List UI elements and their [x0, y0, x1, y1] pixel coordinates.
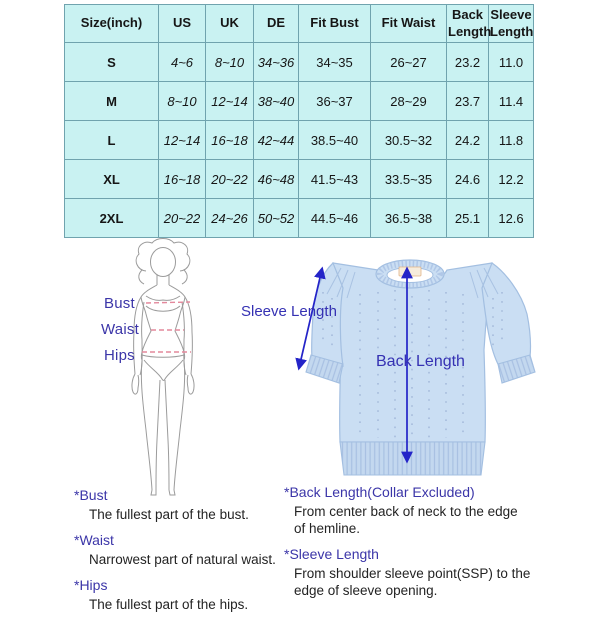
- brand-tag: [399, 267, 421, 276]
- cell-uk: 12~14: [206, 82, 254, 121]
- table-row-l: [65, 121, 534, 160]
- definition-term: *Back Length(Collar Excluded): [284, 484, 475, 500]
- table-row-2xl: [65, 199, 534, 238]
- cell-sleeve: 11.0: [489, 43, 534, 82]
- cell-uk: 16~18: [206, 121, 254, 160]
- definition-hips: [74, 577, 289, 613]
- cell-de: 46~48: [254, 160, 299, 199]
- body-measurement-figure: [98, 240, 228, 496]
- cell-uk: 8~10: [206, 43, 254, 82]
- cell-back: 24.6: [447, 160, 489, 199]
- cell-size: XL: [65, 160, 159, 199]
- cell-bust: 44.5~46: [299, 199, 371, 238]
- cell-sleeve: 11.4: [489, 82, 534, 121]
- cell-uk: 20~22: [206, 160, 254, 199]
- cell-size: 2XL: [65, 199, 159, 238]
- cell-bust: 38.5~40: [299, 121, 371, 160]
- definitions-right: [284, 484, 532, 608]
- cell-sleeve: 12.6: [489, 199, 534, 238]
- bust-label: Bust: [104, 295, 135, 312]
- cell-us: 8~10: [159, 82, 206, 121]
- col-header-sleeve-length: Sleeve Length: [489, 5, 534, 43]
- cell-back: 23.2: [447, 43, 489, 82]
- cell-back: 24.2: [447, 121, 489, 160]
- definition-term: *Sleeve Length: [284, 546, 379, 562]
- col-header-uk: UK: [206, 5, 254, 43]
- cell-sleeve: 11.8: [489, 121, 534, 160]
- table-row-xl: [65, 160, 534, 199]
- cell-us: 16~18: [159, 160, 206, 199]
- col-header-us: US: [159, 5, 206, 43]
- cell-bust: 36~37: [299, 82, 371, 121]
- cell-size: L: [65, 121, 159, 160]
- col-header-de: DE: [254, 5, 299, 43]
- size-table-header-row: [65, 5, 534, 43]
- waist-label: Waist: [101, 321, 139, 338]
- definition-bust: [74, 487, 289, 523]
- cell-size: S: [65, 43, 159, 82]
- definition-term: *Bust: [74, 487, 108, 503]
- cell-uk: 24~26: [206, 199, 254, 238]
- cell-de: 42~44: [254, 121, 299, 160]
- cell-back: 25.1: [447, 199, 489, 238]
- cell-sleeve: 12.2: [489, 160, 534, 199]
- cell-bust: 41.5~43: [299, 160, 371, 199]
- cell-de: 38~40: [254, 82, 299, 121]
- col-header-back-length: Back Length: [447, 5, 489, 43]
- cell-bust: 34~35: [299, 43, 371, 82]
- cell-us: 12~14: [159, 121, 206, 160]
- back-length-label: Back Length: [376, 353, 465, 370]
- col-header-size: Size(inch): [65, 5, 159, 43]
- figure-outline: [132, 239, 194, 496]
- cell-de: 50~52: [254, 199, 299, 238]
- cell-back: 23.7: [447, 82, 489, 121]
- cell-de: 34~36: [254, 43, 299, 82]
- hips-label: Hips: [104, 347, 135, 364]
- definitions-left: [74, 487, 289, 622]
- table-row-s: [65, 43, 534, 82]
- definition-desc: Narrowest part of natural waist.: [89, 552, 276, 567]
- table-row-m: [65, 82, 534, 121]
- definition-desc: The fullest part of the bust.: [89, 507, 249, 522]
- cell-waist: 26~27: [371, 43, 447, 82]
- cell-waist: 36.5~38: [371, 199, 447, 238]
- cell-us: 20~22: [159, 199, 206, 238]
- cell-us: 4~6: [159, 43, 206, 82]
- cell-size: M: [65, 82, 159, 121]
- definition-waist: [74, 532, 289, 568]
- definition-back-length: [284, 484, 532, 537]
- definition-term: *Hips: [74, 577, 108, 593]
- hem-band: [340, 442, 485, 475]
- definition-term: *Waist: [74, 532, 114, 548]
- size-table: [64, 4, 534, 238]
- definition-desc: From center back of neck to the edge of hemline.: [294, 504, 518, 536]
- cell-waist: 30.5~32: [371, 121, 447, 160]
- definition-desc: From shoulder sleeve point(SSP) to the edge of sleeve opening.: [294, 566, 531, 598]
- definition-sleeve-length: [284, 546, 532, 599]
- sleeve-length-label: Sleeve Length: [241, 303, 337, 320]
- cell-waist: 33.5~35: [371, 160, 447, 199]
- col-header-fit-bust: Fit Bust: [299, 5, 371, 43]
- cell-waist: 28~29: [371, 82, 447, 121]
- collar: [376, 260, 444, 288]
- col-header-fit-waist: Fit Waist: [371, 5, 447, 43]
- definition-desc: The fullest part of the hips.: [89, 597, 249, 612]
